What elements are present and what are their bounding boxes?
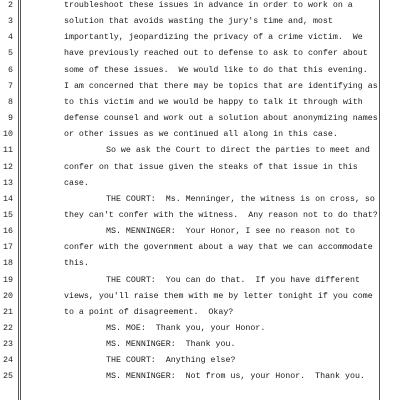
line-text: some of these issues. We would like to do that this evening. (64, 65, 368, 75)
line-text: THE COURT: Ms. Menninger, the witness is on cross, so (106, 194, 375, 204)
line-number: 7 (8, 81, 13, 91)
transcript-line (0, 176, 400, 192)
transcript-line (0, 63, 400, 79)
line-number: 14 (3, 194, 13, 204)
line-number: 25 (3, 372, 13, 382)
line-text: troubleshoot these issues in advance in order to work on a (64, 1, 353, 10)
line-text: or other issues as we continued all along in this case. (64, 130, 338, 140)
line-text: views, you'll raise them with me by letter tonight if you come (64, 291, 373, 301)
line-text: case. (64, 178, 89, 188)
line-number: 20 (3, 291, 13, 301)
line-text: solution that avoids wasting the jury's time and, most (64, 17, 333, 27)
line-number: 12 (3, 162, 13, 172)
line-number: 16 (3, 227, 13, 237)
line-number: 3 (8, 17, 13, 27)
line-number: 18 (3, 259, 13, 269)
line-text: MS. MOE: Thank you, your Honor. (106, 324, 266, 333)
line-number: 2 (8, 1, 13, 10)
line-text: this. (64, 259, 89, 269)
transcript-line (0, 160, 400, 176)
line-number: 10 (3, 130, 13, 140)
line-number: 13 (3, 178, 13, 188)
transcript-line (0, 240, 400, 256)
line-number: 15 (3, 210, 13, 220)
transcript-line (0, 0, 400, 14)
transcript-line (0, 46, 400, 62)
line-number: 19 (3, 275, 13, 285)
line-number: 5 (8, 49, 13, 59)
line-text: THE COURT: You can do that. If you have different (106, 275, 360, 285)
transcript-line (0, 321, 400, 337)
transcript-line (0, 192, 400, 208)
transcript-line (0, 30, 400, 46)
transcript-line (0, 143, 400, 159)
transcript-line (0, 289, 400, 305)
transcript-line (0, 79, 400, 95)
transcript-line (0, 337, 400, 353)
transcript-line (0, 353, 400, 369)
line-number: 8 (8, 97, 13, 107)
line-text: THE COURT: Anything else? (106, 356, 236, 366)
line-number: 24 (3, 356, 13, 366)
transcript-line (0, 273, 400, 289)
transcript-line (0, 14, 400, 30)
transcript-line (0, 111, 400, 127)
line-number: 11 (3, 146, 13, 156)
transcript-line (0, 224, 400, 240)
line-text: confer on that issue given the steaks of that issue in this (64, 162, 358, 172)
line-number: 17 (3, 243, 13, 253)
line-text: have previously reached out to defense to ask to confer about (64, 49, 368, 59)
line-text: to this victim and we would be happy to talk it through with (64, 97, 363, 107)
line-text: MS. MENNINGER: Thank you. (106, 340, 236, 350)
line-text: I am concerned that there may be topics that are identifying as (64, 81, 378, 91)
transcript-line (0, 256, 400, 272)
line-text: So we ask the Court to direct the parties to meet and (106, 146, 370, 156)
line-text: importantly, jeopardizing the privacy of a crime victim. We (64, 33, 363, 43)
line-text: they can't confer with the witness. Any reason not to do that? (64, 210, 378, 220)
transcript-line (0, 369, 400, 385)
line-text: MS. MENNINGER: Not from us, your Honor. Thank you. (106, 372, 365, 382)
transcript-line (0, 127, 400, 143)
transcript-line (0, 208, 400, 224)
transcript-line (0, 95, 400, 111)
line-text: to a point of disagreement. Okay? (64, 307, 234, 317)
line-number: 9 (8, 114, 13, 124)
line-number: 6 (8, 65, 13, 75)
line-number: 22 (3, 324, 13, 333)
line-text: confer with the government about a way that we can accommodate (64, 243, 373, 253)
line-number: 21 (3, 307, 13, 317)
line-text: MS. MENNINGER: Your Honor, I see no reason not to (106, 227, 355, 237)
line-number: 4 (8, 33, 13, 43)
line-number: 23 (3, 340, 13, 350)
transcript-line (0, 305, 400, 321)
line-text: defense counsel and work out a solution about anonymizing names (64, 114, 378, 124)
